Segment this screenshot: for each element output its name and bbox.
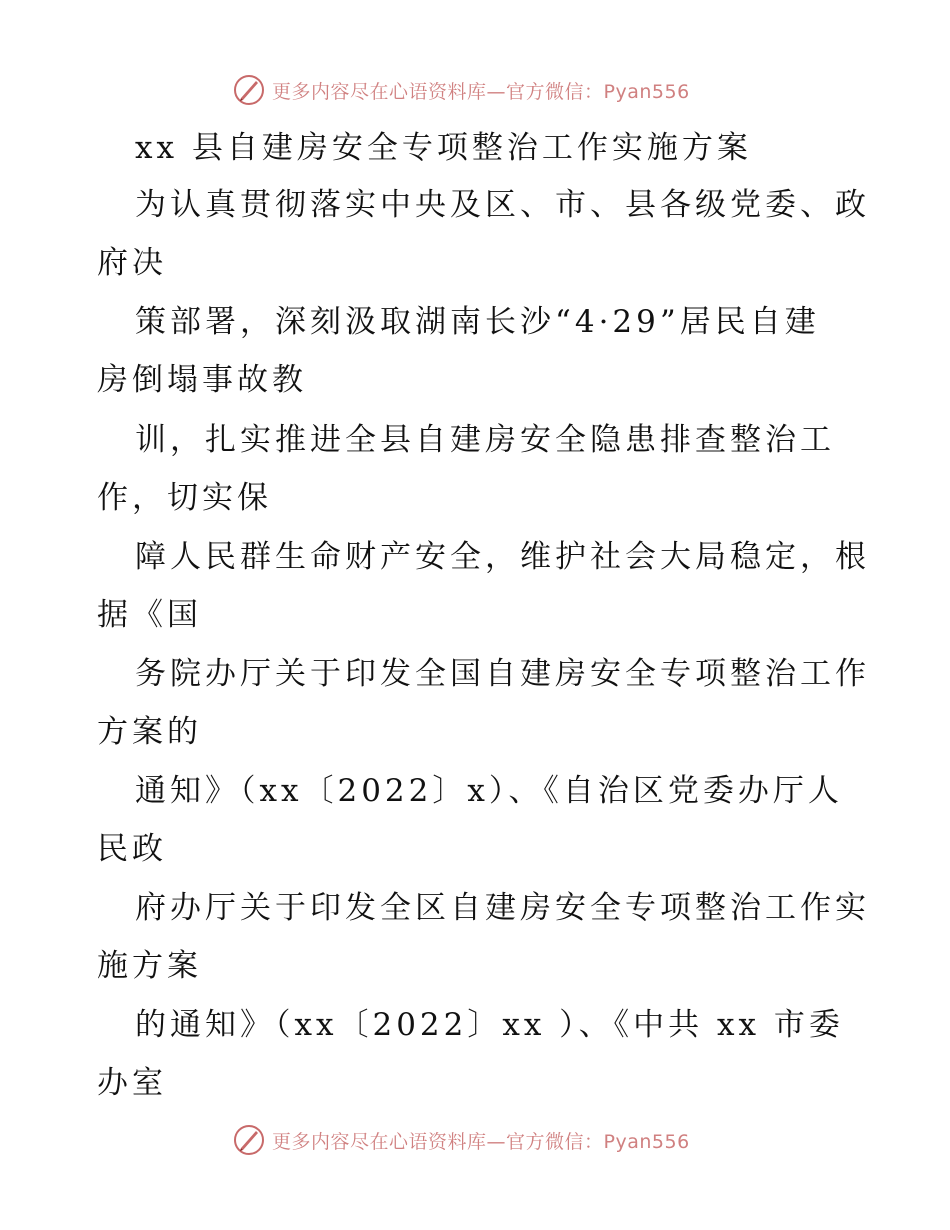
body-line: 通知》（xx〔2022〕x）、《自治区党委办厅人 xyxy=(135,773,843,809)
body-line: 府决 xyxy=(97,245,167,281)
body-line: 据《国 xyxy=(97,597,202,633)
body-line: 作，切实保 xyxy=(97,480,272,516)
body-line: 办室 xyxy=(97,1065,167,1101)
body-line: 施方案 xyxy=(97,948,202,984)
body-line: 房倒塌事故教 xyxy=(97,362,307,398)
watermark-footer xyxy=(232,1120,732,1160)
body-line: 为认真贯彻落实中央及区、市、县各级党委、政 xyxy=(135,187,870,223)
quill-pen-logo-icon xyxy=(232,73,266,107)
body-line: 民政 xyxy=(97,831,167,867)
body-line: 的通知》（xx〔2022〕xx ）、《中共 xx 市委 xyxy=(135,1007,844,1043)
body-line: 方案的 xyxy=(97,714,202,750)
body-line: 障人民群生命财产安全，维护社会大局稳定，根 xyxy=(135,539,870,575)
body-line: 府办厅关于印发全区自建房安全专项整治工作实 xyxy=(135,890,870,926)
watermark-text: 更多内容尽在心语资料库—官方微信：Pyan556 xyxy=(272,1130,690,1153)
body-line: 训，扎实推进全县自建房安全隐患排查整治工 xyxy=(135,422,835,458)
watermark-text: 更多内容尽在心语资料库—官方微信：Pyan556 xyxy=(272,80,690,103)
body-line: 务院办厅关于印发全国自建房安全专项整治工作 xyxy=(135,656,870,692)
document-title: xx 县自建房安全专项整治工作实施方案 xyxy=(135,130,752,166)
quill-pen-logo-icon xyxy=(232,1123,266,1157)
body-line: 策部署，深刻汲取湖南长沙“4·29”居民自建 xyxy=(135,304,820,340)
watermark-header xyxy=(232,70,732,110)
